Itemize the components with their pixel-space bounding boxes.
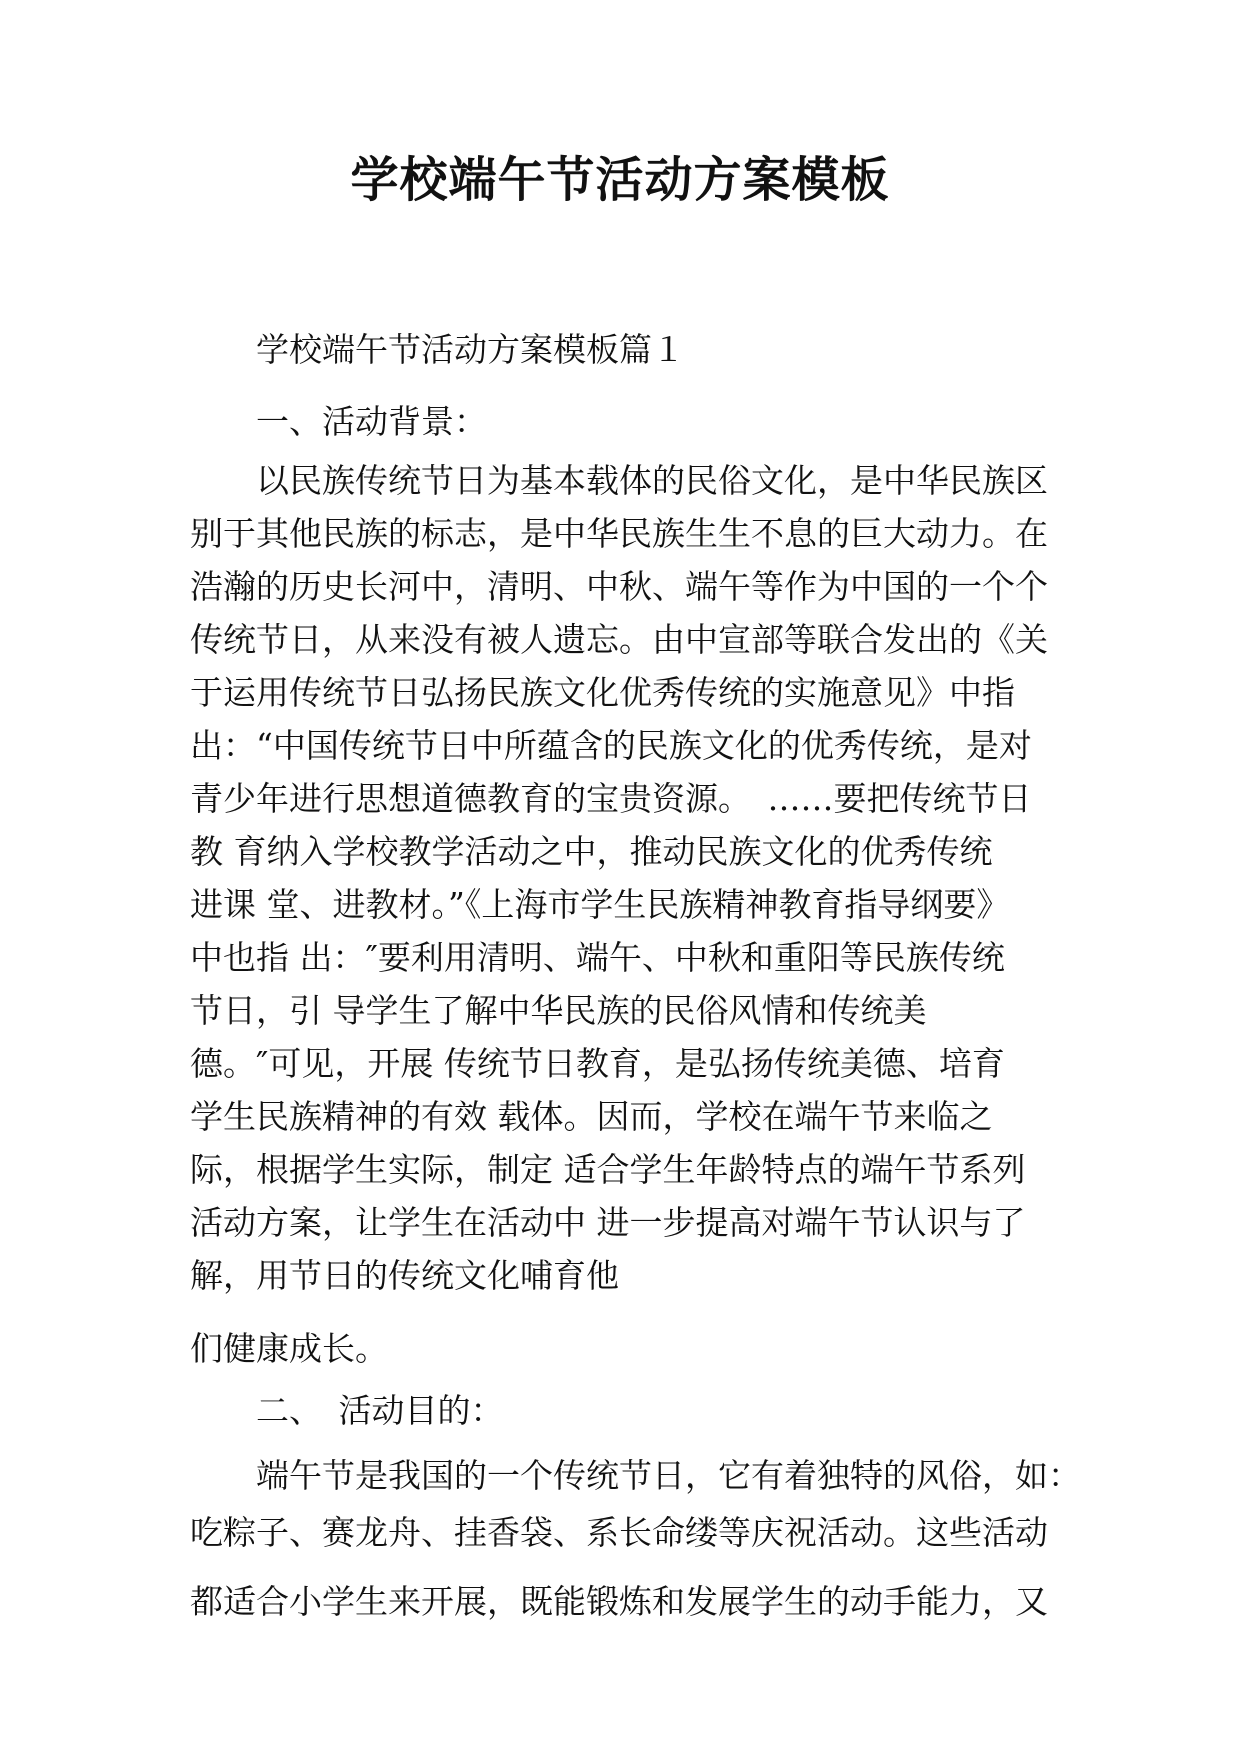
paragraph-line: 出：“中国传统节日中所蕴含的民族文化的优秀传统，是对 — [190, 726, 1032, 765]
paragraph-line: 传统节日，从来没有被人遗忘。由中宣部等联合发出的《关 — [190, 620, 1048, 659]
heading-purpose: 二、 活动目的： — [256, 1391, 504, 1430]
heading-background: 一、活动背景： — [256, 402, 487, 441]
paragraph-line: 教 育纳入学校教学活动之中，推动民族文化的优秀传统 — [190, 832, 993, 871]
paragraph-line: 中也指 出：″要利用清明、端午、中秋和重阳等民族传统 — [190, 938, 1005, 977]
paragraph-line: 节日，引 导学生了解中华民族的民俗风情和传统美 — [190, 991, 927, 1030]
document-title: 学校端午节活动方案模板 — [350, 152, 890, 208]
paragraph-line: 别于其他民族的标志，是中华民族生生不息的巨大动力。在 — [190, 514, 1048, 553]
paragraph-tail: 们健康成长。 — [190, 1329, 388, 1368]
paragraph-line: 于运用传统节日弘扬民族文化优秀传统的实施意见》中指 — [190, 673, 1015, 712]
paragraph-line: 进课 堂、进教材。”《上海市学生民族精神教育指导纲要》 — [190, 885, 1010, 924]
paragraph-line: 以民族传统节日为基本载体的民俗文化，是中华民族区 — [256, 461, 1048, 500]
paragraph-line: 端午节是我国的一个传统节日，它有着独特的风俗，如： — [256, 1456, 1081, 1495]
paragraph-line: 活动方案，让学生在活动中 进一步提高对端午节认识与了 — [190, 1203, 1026, 1242]
paragraph-line: 都适合小学生来开展，既能锻炼和发展学生的动手能力，又 — [190, 1582, 1048, 1621]
paragraph-line: 解，用节日的传统文化哺育他 — [190, 1256, 619, 1295]
paragraph-line: 德。″可见，开展 传统节日教育，是弘扬传统美德、培育 — [190, 1044, 1005, 1083]
paragraph-line: 浩瀚的历史长河中，清明、中秋、端午等作为中国的一个个 — [190, 567, 1048, 606]
paragraph-line: 际，根据学生实际，制定 适合学生年龄特点的端午节系列 — [190, 1150, 1026, 1189]
paragraph-line: 青少年进行思想道德教育的宝贵资源。 ……要把传统节日 — [190, 779, 1032, 818]
paragraph-line: 吃粽子、赛龙舟、挂香袋、系长命缕等庆祝活动。这些活动 — [190, 1513, 1048, 1552]
section-heading: 学校端午节活动方案模板篇１ — [256, 330, 685, 369]
paragraph-line: 学生民族精神的有效 载体。因而，学校在端午节来临之 — [190, 1097, 993, 1136]
